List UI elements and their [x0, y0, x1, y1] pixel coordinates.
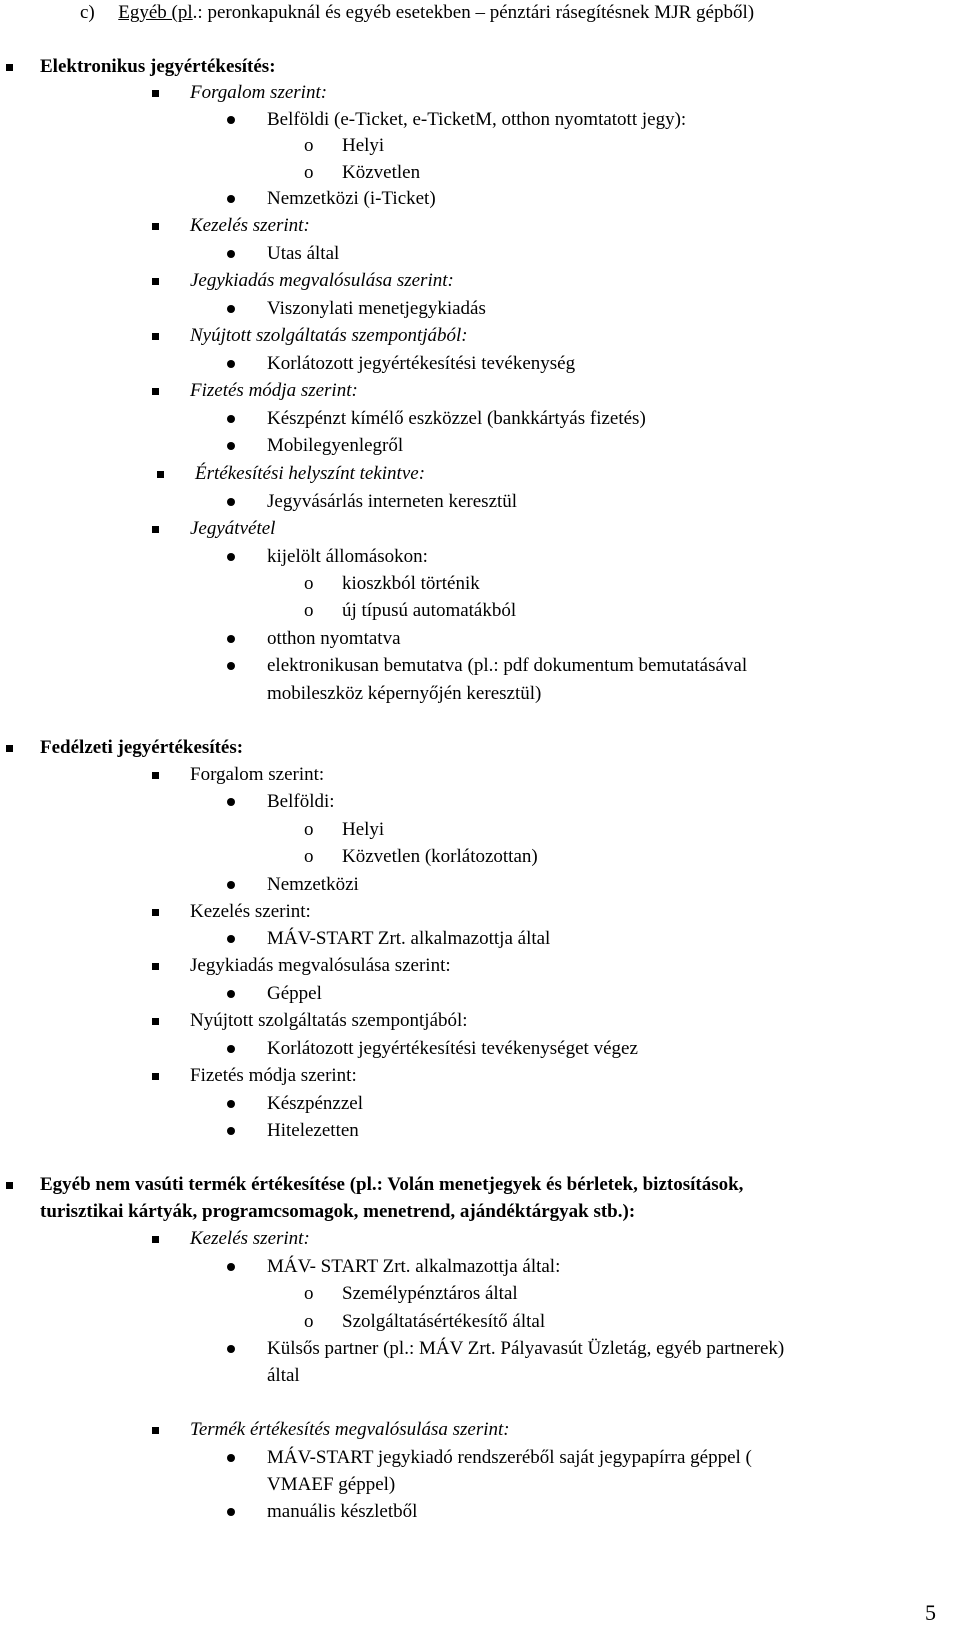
line-text: új típusú automatákból [342, 600, 517, 621]
square-bullet-icon [152, 388, 159, 395]
document-line [0, 1008, 960, 1034]
document-line [0, 241, 960, 267]
document-line [0, 1118, 960, 1144]
round-bullet-icon [227, 1345, 235, 1353]
square-bullet-icon [152, 526, 159, 533]
round-bullet-icon [227, 1045, 235, 1053]
document-line [0, 107, 960, 133]
page-number: 5 [925, 1600, 936, 1625]
circle-bullet-icon: o [304, 1283, 314, 1304]
round-bullet-icon [227, 415, 235, 423]
line-text: Fizetés módja szerint: [190, 1065, 357, 1086]
line-text: Belföldi (e-Ticket, e-TicketM, otthon nyomtatott jegy): [267, 109, 687, 130]
line-text: manuális készletből [267, 1501, 418, 1522]
line-text: Forgalom szerint: [190, 82, 328, 103]
round-bullet-icon [227, 662, 235, 670]
document-line [0, 817, 960, 843]
line-text: Fizetés módja szerint: [190, 380, 358, 401]
document-line [0, 653, 960, 679]
line-text: Utas által [267, 243, 340, 264]
circle-bullet-icon: o [304, 819, 314, 840]
line-text: Személypénztáros által [342, 1283, 518, 1304]
circle-bullet-icon: o [304, 1311, 314, 1332]
line-text: Helyi [342, 819, 385, 840]
round-bullet-icon [227, 553, 235, 561]
document-line [0, 489, 960, 515]
line-text: Szolgáltatásértékesítő által [342, 1311, 546, 1332]
line-text: VMAEF géppel) [267, 1474, 396, 1495]
line-text: Forgalom szerint: [190, 764, 325, 785]
circle-bullet-icon: o [304, 846, 314, 867]
document-line [0, 1254, 960, 1280]
round-bullet-icon [227, 1127, 235, 1135]
round-bullet-icon [227, 498, 235, 506]
document-line [0, 1445, 960, 1471]
document-line [0, 1499, 960, 1525]
square-bullet-icon [6, 64, 13, 71]
line-text: Jegyátvétel [190, 518, 276, 539]
round-bullet-icon [227, 250, 235, 258]
square-bullet-icon [152, 1018, 159, 1025]
document-line [0, 844, 960, 870]
line-text: kioszkból történik [342, 573, 480, 594]
round-bullet-icon [227, 990, 235, 998]
square-bullet-icon [152, 1427, 159, 1434]
document-line [0, 1036, 960, 1062]
square-bullet-icon [152, 772, 159, 779]
document-line [0, 296, 960, 322]
document-line [0, 160, 960, 186]
round-bullet-icon [227, 881, 235, 889]
document-line [0, 762, 960, 788]
document-line [0, 953, 960, 979]
line-text: Közvetlen (korlátozottan) [342, 846, 538, 867]
circle-bullet-icon: o [304, 573, 314, 594]
line-text: elektronikusan bemutatva (pl.: pdf dokumentum bemutatásával [267, 655, 748, 676]
round-bullet-icon [227, 635, 235, 643]
square-bullet-icon [6, 1182, 13, 1189]
document-line [0, 461, 960, 487]
line-text: MÁV- START Zrt. alkalmazottja által: [267, 1256, 561, 1277]
document-line [0, 1172, 960, 1198]
document-line [0, 406, 960, 432]
document-line [0, 571, 960, 597]
circle-bullet-icon: o [304, 162, 314, 183]
header-link[interactable]: Egyéb (pl [118, 2, 193, 23]
document-line [0, 1091, 960, 1117]
square-bullet-icon [152, 223, 159, 230]
line-text: Fedélzeti jegyértékesítés: [40, 737, 244, 758]
line-text: Külsős partner (pl.: MÁV Zrt. Pályavasút Üzletág, egyéb partnerek) [267, 1338, 785, 1359]
square-bullet-icon [152, 1236, 159, 1243]
document-line [0, 1472, 960, 1498]
line-text: otthon nyomtatva [267, 628, 401, 649]
line-text: Korlátozott jegyértékesítési tevékenységet végez [267, 1038, 638, 1059]
line-text: kijelölt állomásokon: [267, 546, 428, 567]
header-label: c) [80, 2, 95, 23]
document-line [0, 681, 960, 707]
square-bullet-icon [6, 745, 13, 752]
document-line [0, 789, 960, 815]
line-text: Közvetlen [342, 162, 421, 183]
circle-bullet-icon: o [304, 135, 314, 156]
document-line [0, 1063, 960, 1089]
square-bullet-icon [152, 909, 159, 916]
square-bullet-icon [152, 90, 159, 97]
document-line [0, 735, 960, 761]
round-bullet-icon [227, 195, 235, 203]
line-text: Termék értékesítés megvalósulása szerint: [190, 1419, 510, 1440]
line-text: Nyújtott szolgáltatás szempontjából: [190, 1010, 468, 1031]
line-text: Jegyvásárlás interneten keresztül [267, 491, 518, 512]
line-text: mobileszköz képernyőjén keresztül) [267, 683, 542, 704]
line-text: Kezelés szerint: [190, 901, 311, 922]
document-line [0, 1309, 960, 1335]
line-text: Viszonylati menetjegykiadás [267, 298, 486, 319]
line-text: Korlátozott jegyértékesítési tevékenység [267, 353, 576, 374]
line-text: Jegykiadás megvalósulása szerint: [190, 270, 454, 291]
line-text: Jegykiadás megvalósulása szerint: [190, 955, 451, 976]
line-text: Nyújtott szolgáltatás szempontjából: [190, 325, 468, 346]
line-text: Hitelezetten [267, 1120, 359, 1141]
line-text: Egyéb nem vasúti termék értékesítése (pl.: Volán menetjegyek és bérletek, biztosítások, [40, 1174, 744, 1195]
square-bullet-icon [157, 471, 164, 478]
line-text: Helyi [342, 135, 385, 156]
round-bullet-icon [227, 1454, 235, 1462]
round-bullet-icon [227, 1263, 235, 1271]
line-text: MÁV-START jegykiadó rendszeréből saját jegypapírra géppel ( [267, 1447, 752, 1468]
line-text: Készpénzzel [267, 1093, 363, 1114]
document-line [0, 351, 960, 377]
document-line [0, 626, 960, 652]
line-text: Értékesítési helyszínt tekintve: [195, 463, 426, 484]
line-text: Nemzetközi (i-Ticket) [267, 188, 436, 209]
document-line [0, 433, 960, 459]
document-line [0, 516, 960, 542]
square-bullet-icon [152, 963, 159, 970]
line-text: Kezelés szerint: [190, 215, 310, 236]
document-line [0, 213, 960, 239]
document-line [0, 981, 960, 1007]
line-text: Elektronikus jegyértékesítés: [40, 56, 276, 77]
document-line [0, 1199, 960, 1225]
line-text: Kezelés szerint: [190, 1228, 310, 1249]
header-item [80, 0, 754, 26]
document-line [0, 80, 960, 106]
document-line [0, 899, 960, 925]
document-line [0, 323, 960, 349]
square-bullet-icon [152, 333, 159, 340]
round-bullet-icon [227, 1100, 235, 1108]
document-line [0, 1336, 960, 1362]
line-text: MÁV-START Zrt. alkalmazottja által [267, 928, 551, 949]
document-line [0, 378, 960, 404]
round-bullet-icon [227, 305, 235, 313]
line-text: turisztikai kártyák, programcsomagok, menetrend, ajándéktárgyak stb.): [40, 1201, 636, 1222]
round-bullet-icon [227, 935, 235, 943]
square-bullet-icon [152, 1073, 159, 1080]
line-text: által [267, 1365, 300, 1386]
header-text: .: peronkapuknál és egyéb esetekben – pénztári rásegítésnek MJR gépből) [192, 2, 755, 23]
document-line [0, 1281, 960, 1307]
line-text: Belföldi: [267, 791, 335, 812]
document-line [0, 544, 960, 570]
document-line [0, 54, 960, 80]
round-bullet-icon [227, 360, 235, 368]
document-line [0, 133, 960, 159]
document-line [0, 1363, 960, 1389]
document-line [0, 1417, 960, 1443]
line-text: Mobilegyenlegről [267, 435, 404, 456]
document-line [0, 1226, 960, 1252]
round-bullet-icon [227, 1508, 235, 1516]
document-line [0, 598, 960, 624]
line-text: Nemzetközi [267, 874, 359, 895]
round-bullet-icon [227, 116, 235, 124]
square-bullet-icon [152, 278, 159, 285]
document-line [0, 186, 960, 212]
document-line [0, 926, 960, 952]
document-line [0, 268, 960, 294]
line-text: Készpénzt kímélő eszközzel (bankkártyás fizetés) [267, 408, 646, 429]
round-bullet-icon [227, 798, 235, 806]
document-line [0, 872, 960, 898]
line-text: Géppel [267, 983, 322, 1004]
circle-bullet-icon: o [304, 600, 314, 621]
round-bullet-icon [227, 442, 235, 450]
